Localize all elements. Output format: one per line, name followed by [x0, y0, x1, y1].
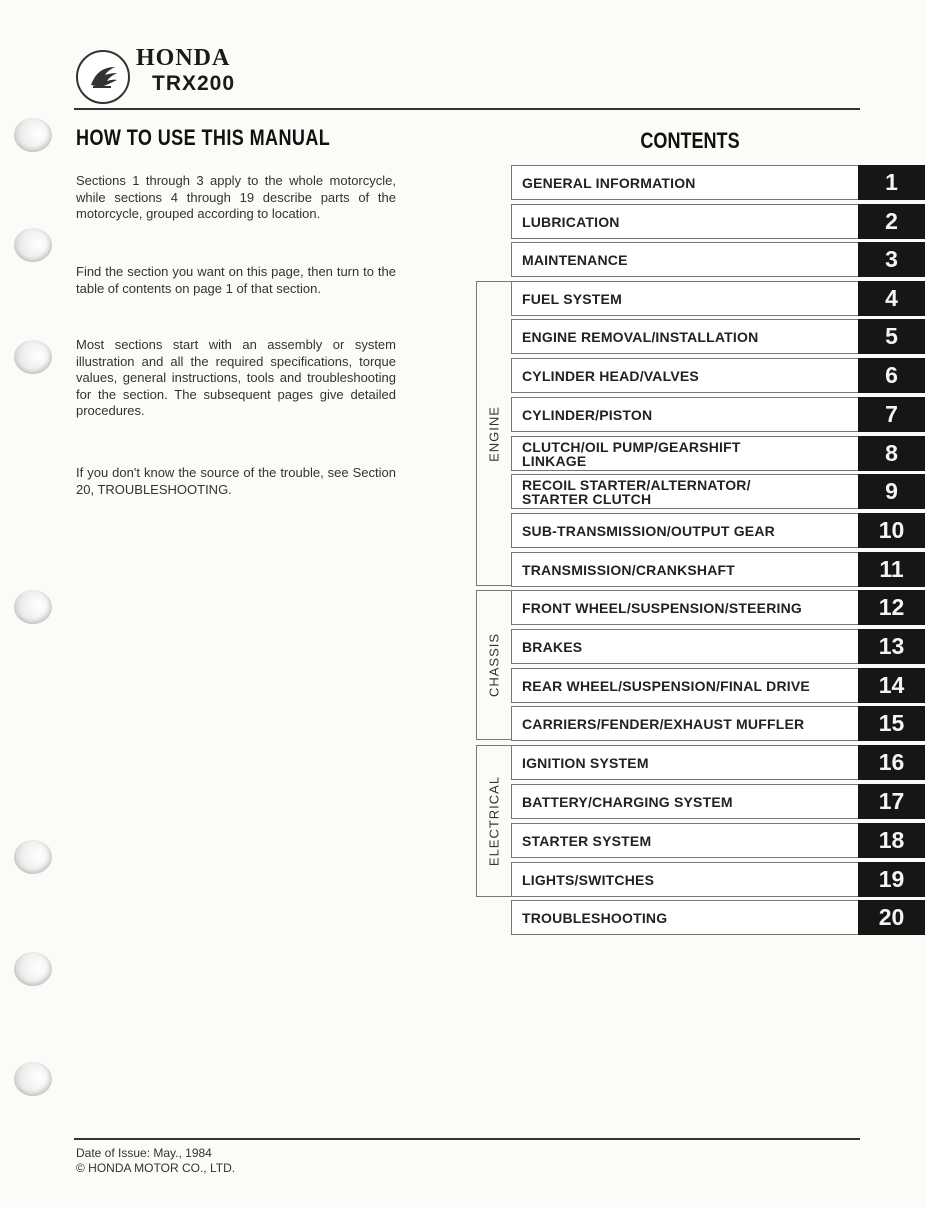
section-label: SUB-TRANSMISSION/OUTPUT GEAR [522, 522, 775, 539]
section-label: BRAKES [522, 638, 583, 655]
model-name: TRX200 [152, 72, 236, 95]
section-row-carriers[interactable] [511, 706, 858, 741]
section-number-tab[interactable]: 19 [858, 862, 925, 897]
section-label: GENERAL INFORMATION [522, 174, 696, 191]
group-chassis [476, 590, 511, 740]
section-row-engine-removal[interactable] [511, 319, 858, 354]
top-divider [74, 108, 860, 110]
section-row-brakes[interactable] [511, 629, 858, 664]
section-row-cylinder-head[interactable] [511, 358, 858, 393]
section-label: FRONT WHEEL/SUSPENSION/STEERING [522, 599, 802, 616]
section-number-tab[interactable]: 8 [858, 436, 925, 471]
section-label: RECOIL STARTER/ALTERNATOR/ STARTER CLUTCH [522, 476, 751, 507]
section-number-tab[interactable]: 4 [858, 281, 925, 316]
issue-date: Date of Issue: May., 1984 [76, 1146, 212, 1160]
section-label: STARTER SYSTEM [522, 832, 652, 849]
binder-hole [14, 1062, 52, 1096]
section-row-lights[interactable] [511, 862, 858, 897]
section-label: FUEL SYSTEM [522, 290, 622, 307]
section-structure-paragraph: Most sections start with an assembly or system illustration and all the required specifications, torque values, general instructions, tools and troubleshooting for the section. The subsequent pages give detailed procedures. [76, 337, 396, 418]
binder-hole [14, 952, 52, 986]
group-label-chassis: CHASSIS [486, 632, 502, 698]
section-number-tab[interactable]: 9 [858, 474, 925, 509]
section-number-tab[interactable]: 5 [858, 319, 925, 354]
section-label: CARRIERS/FENDER/EXHAUST MUFFLER [522, 715, 805, 732]
section-row-lubrication[interactable] [511, 204, 858, 239]
section-label: CYLINDER/PISTON [522, 406, 653, 423]
section-row-troubleshooting[interactable] [511, 900, 858, 935]
section-number-tab[interactable]: 3 [858, 242, 925, 277]
section-label: LIGHTS/SWITCHES [522, 871, 655, 888]
section-number-tab[interactable]: 2 [858, 204, 925, 239]
section-label: LUBRICATION [522, 213, 620, 230]
section-number-tab[interactable]: 10 [858, 513, 925, 548]
section-row-sub-transmission[interactable] [511, 513, 858, 548]
section-label: TROUBLESHOOTING [522, 909, 668, 926]
section-number-tab[interactable]: 20 [858, 900, 925, 935]
brand-name: HONDA [136, 45, 231, 71]
section-number-tab[interactable]: 11 [858, 552, 925, 587]
section-row-rear-wheel[interactable] [511, 668, 858, 703]
section-row-clutch[interactable] [511, 436, 858, 471]
section-row-cylinder-piston[interactable] [511, 397, 858, 432]
section-row-battery[interactable] [511, 784, 858, 819]
section-row-general-information[interactable] [511, 165, 858, 200]
intro-paragraph: Sections 1 through 3 apply to the whole motorcycle, while sections 4 through 19 describe parts of the motorcycle, grouped according to location. [76, 173, 396, 221]
section-number-tab[interactable]: 16 [858, 745, 925, 780]
page-heading: HOW TO USE THIS MANUAL [76, 125, 331, 150]
section-label: CYLINDER HEAD/VALVES [522, 367, 699, 384]
section-number-tab[interactable]: 17 [858, 784, 925, 819]
section-label: BATTERY/CHARGING SYSTEM [522, 793, 733, 810]
section-label: MAINTENANCE [522, 251, 628, 268]
copyright: © HONDA MOTOR CO., LTD. [76, 1161, 236, 1175]
section-number-tab[interactable]: 15 [858, 706, 925, 741]
binder-hole [14, 228, 52, 262]
section-label: IGNITION SYSTEM [522, 754, 649, 771]
section-row-recoil-starter[interactable] [511, 474, 858, 509]
honda-wing-logo [76, 50, 130, 104]
troubleshooting-paragraph: If you don't know the source of the trouble, see Section 20, TROUBLESHOOTING. [76, 465, 396, 497]
group-label-electrical: ELECTRICAL [486, 775, 502, 867]
section-row-fuel-system[interactable] [511, 281, 858, 316]
binder-hole [14, 590, 52, 624]
section-label: CLUTCH/OIL PUMP/GEARSHIFT LINKAGE [522, 438, 741, 469]
section-number-tab[interactable]: 13 [858, 629, 925, 664]
binder-hole [14, 340, 52, 374]
section-row-front-wheel[interactable] [511, 590, 858, 625]
section-number-tab[interactable]: 6 [858, 358, 925, 393]
wing-icon [83, 57, 123, 97]
section-row-transmission[interactable] [511, 552, 858, 587]
section-label: ENGINE REMOVAL/INSTALLATION [522, 328, 759, 345]
group-engine [476, 281, 511, 586]
section-label: REAR WHEEL/SUSPENSION/FINAL DRIVE [522, 677, 810, 694]
section-row-starter-system[interactable] [511, 823, 858, 858]
group-electrical [476, 745, 511, 897]
section-label: TRANSMISSION/CRANKSHAFT [522, 561, 736, 578]
binder-hole [14, 118, 52, 152]
section-row-ignition[interactable] [511, 745, 858, 780]
binder-hole [14, 840, 52, 874]
bottom-divider [74, 1138, 860, 1140]
section-number-tab[interactable]: 7 [858, 397, 925, 432]
find-section-paragraph: Find the section you want on this page, then turn to the table of contents on page 1 of that section. [76, 264, 396, 296]
section-number-tab[interactable]: 18 [858, 823, 925, 858]
section-number-tab[interactable]: 1 [858, 165, 925, 200]
section-row-maintenance[interactable] [511, 242, 858, 277]
group-label-engine: ENGINE [486, 405, 502, 462]
section-number-tab[interactable]: 12 [858, 590, 925, 625]
section-number-tab[interactable]: 14 [858, 668, 925, 703]
contents-title: CONTENTS [640, 128, 740, 153]
